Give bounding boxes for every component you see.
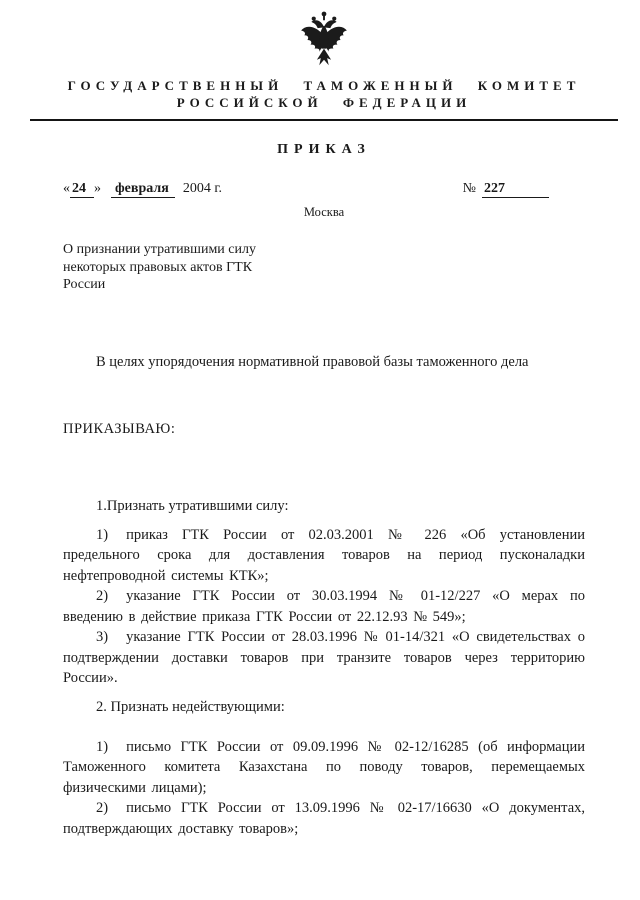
decree-word: ПРИКАЗЫВАЮ: [63,420,176,437]
item-number: 1) [96,526,109,543]
date-field [63,181,222,197]
subject-line: О признании утратившими силу [63,242,256,257]
order-number-field [463,181,549,197]
coat-of-arms [63,10,585,72]
org-name-line2: РОССИЙСКОЙ ФЕДЕРАЦИИ [176,95,472,110]
item-text: приказ ГТК России от 02.03.2001 № 226 «Об установлении предельного срока для доставления товаров на период пусконаладки нефтепроводной системы КТК»; [63,526,585,584]
city-label: Москва [303,205,345,219]
date-day: 24 [70,181,94,198]
item-number: 2) [96,588,109,604]
subject-line: некоторых правовых актов ГТК [63,259,253,275]
header-divider [30,119,618,121]
section2-items [63,737,585,840]
close-quote: » [94,181,101,196]
order-number: 227 [482,181,549,198]
section2-item-1 [63,737,585,799]
section1-item-3 [63,627,585,689]
open-quote: « [63,181,70,196]
subject-line: России [63,277,106,292]
item-text: письмо ГТК России от 09.09.1996 № 02-12/16285 (об информации Таможенного комитета Казахстана по поводу товаров, перемещаемых физическими лицами); [63,738,585,796]
item-number: 3) [96,629,109,645]
item-number: 2) [96,800,109,816]
item-text: письмо ГТК России от 13.09.1996 № 02-17/16630 «О документах, подтверждающих доставку товаров»; [63,800,585,837]
section1-heading: 1.Признать утратившими силу: [96,497,289,514]
date-year: 2004 г. [182,181,222,196]
item-text: указание ГТК России от 28.03.1996 № 01-14/321 «О свидетельствах о подтверждении доставки товаров при транзите товаров через территорию России». [63,629,585,686]
preamble-paragraph: В целях упорядочения нормативной правовой базы таможенного дела [96,353,529,370]
date-and-number-row [63,181,585,197]
section1-item-1 [63,525,585,587]
date-month: февраля [111,181,175,198]
section1-item-2 [63,586,585,627]
section2-heading: 2. Признать недействующими: [96,698,285,715]
document-type-title: ПРИКАЗ [277,142,371,157]
organization-name [63,77,585,111]
number-sign: № [462,181,476,196]
section1-items [63,525,585,689]
section2-item-2 [63,798,585,839]
org-name-line1: ГОСУДАРСТВЕННЫЙ ТАМОЖЕННЫЙ КОМИТЕТ [67,78,581,93]
item-text: указание ГТК России от 30.03.1994 № 01-12/227 «О мерах по введению в действие приказа ГТК России от 22.12.93 № 549»; [63,588,585,625]
double-headed-eagle-icon [300,57,348,74]
subject-block [63,241,303,294]
item-number: 1) [96,738,109,755]
